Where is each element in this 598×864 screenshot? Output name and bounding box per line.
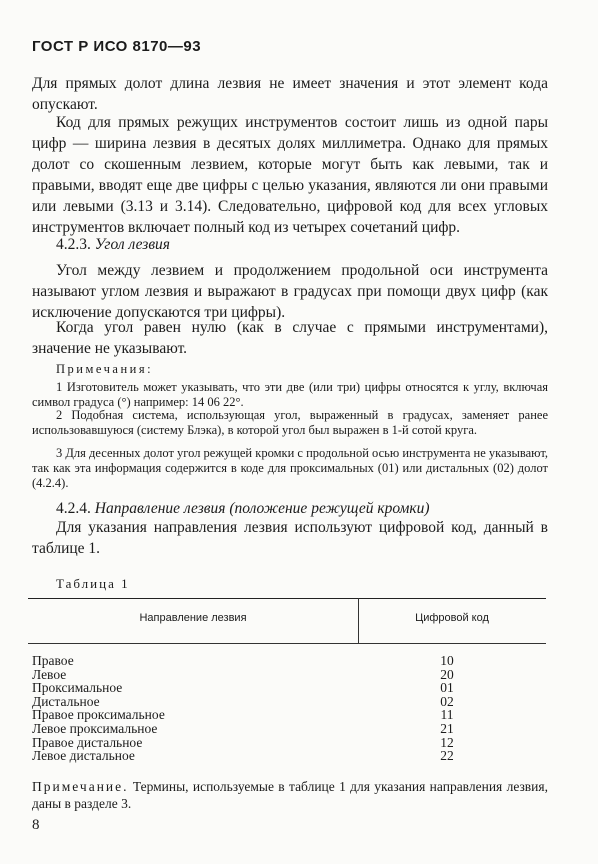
paragraph-blade-length: Для прямых долот длина лезвия не имеет значения и этот элемент кода опускают.	[32, 75, 548, 113]
table-header-code: Цифровой код	[415, 612, 489, 624]
row-code: 22	[440, 748, 454, 764]
table-top-border	[28, 598, 546, 599]
section-name: Угол лезвия	[94, 236, 171, 253]
row-direction: Левое дистальное	[32, 748, 135, 764]
notes-heading: Примечания:	[56, 362, 154, 376]
table-row	[32, 654, 546, 668]
row-code: 12	[440, 734, 454, 750]
row-direction: Правое	[32, 653, 74, 668]
note-3: 3 Для десенных долот угол режущей кромки с продольной осью инструмента не указывают, так как эта информация содержится в коде для проксимальных (01) или дистальных (02) долот (4.2.4).	[32, 446, 548, 490]
row-code: 21	[440, 720, 454, 736]
row-code: 02	[440, 693, 454, 709]
row-direction: Левое	[32, 666, 67, 682]
row-direction: Правое дистальное	[32, 734, 143, 750]
note-2: 2 Подобная система, использующая угол, выраженный в градусах, заменяет ранее использовавшуюся (систему Блэка), в которой угол был выражен в 1-й сотой круга.	[32, 408, 548, 437]
table-body	[32, 654, 546, 763]
table-row	[32, 736, 546, 750]
table-caption: Таблица 1	[56, 576, 130, 591]
section-number: 4.2.3.	[56, 236, 91, 253]
table-row	[32, 749, 546, 763]
section-number: 4.2.4.	[56, 500, 91, 517]
row-code: 10	[440, 653, 454, 668]
row-code: 20	[440, 666, 454, 682]
table-row	[32, 695, 546, 709]
row-direction: Проксимальное	[32, 680, 123, 696]
row-direction: Правое проксимальное	[32, 707, 165, 723]
table-footnote	[32, 778, 548, 812]
table-row	[32, 668, 546, 682]
paragraph-zero-angle: Когда угол равен нулю (как в случае с прямыми инструментами), значение не указывают.	[32, 319, 548, 357]
footnote-label: Примечание.	[32, 779, 129, 794]
paragraph-straight-tools-code: Код для прямых режущих инструментов состоит лишь из одной пары цифр — ширина лезвия в десятых долях миллиметра. Однако для прямых долот со скошенным лезвием, которые могут быть как левыми, так и правыми, вводят еще две цифры с целью указания, являются ли они правыми или левыми (3.13 и 3.14). Следовательно, цифровой код для всех угловых инструментов включает полный код из четырех сочетаний цифр.	[32, 114, 548, 236]
table-row	[32, 708, 546, 722]
paragraph-blade-angle: Угол между лезвием и продолжением продольной оси инструмента называют углом лезвия и выражают в градусах при помощи двух цифр (как исключение допускаются три цифры).	[32, 262, 548, 321]
page-number: 8	[32, 817, 40, 833]
table-header-border	[28, 643, 546, 644]
table-row	[32, 681, 546, 695]
section-4-2-3-title	[56, 234, 170, 255]
table-row	[32, 722, 546, 736]
note-1: 1 Изготовитель может указывать, что эти две (или три) цифры относятся к углу, включая символ градуса (°) например: 14 06 22°.	[32, 380, 548, 409]
row-direction: Левое проксимальное	[32, 720, 158, 736]
section-name: Направление лезвия (положение режущей кромки)	[94, 500, 430, 517]
section-4-2-4-title	[56, 498, 430, 519]
table-header-direction: Направление лезвия	[139, 612, 247, 624]
row-code: 11	[440, 707, 454, 723]
row-direction: Дистальное	[32, 693, 100, 709]
document-header: ГОСТ Р ИСО 8170—93	[32, 38, 202, 55]
footnote-text: Термины, используемые в таблице 1 для указания направления лезвия, даны в разделе 3.	[32, 779, 548, 811]
paragraph-direction-code: Для указания направления лезвия используют цифровой код, данный в таблице 1.	[32, 519, 548, 557]
row-code: 01	[440, 680, 454, 696]
direction-code-table	[28, 598, 546, 766]
